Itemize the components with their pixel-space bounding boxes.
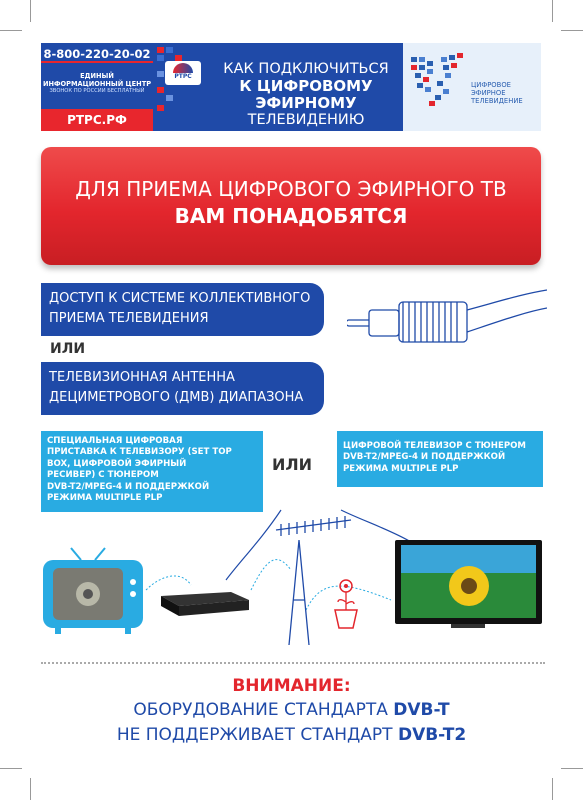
option-line: ТЕЛЕВИЗИОННАЯ АНТЕННА [49,370,235,385]
rtrs-logo [165,61,201,85]
info-center-note: ЗВОНОК ПО РОССИИ БЕСПЛАТНЫЙ [49,88,145,94]
logo-line: ТЕЛЕВИДЕНИЕ [471,97,523,105]
device-line: DVB-T2/MPEG-4 И ПОДДЕРЖКОЙ [47,481,210,492]
info-center-title [41,72,153,88]
crop-mark [561,30,583,31]
warning-text: ОБОРУДОВАНИЕ СТАНДАРТА [133,700,394,720]
divider [41,662,545,664]
digital-tv-option [337,431,543,487]
crop-mark [30,778,31,800]
logo-line: ЭФИРНОЕ [471,89,506,97]
info-line: ЕДИНЫЙ [80,72,114,80]
warning-text: НЕ ПОДДЕРЖИВАЕТ СТАНДАРТ [116,725,398,745]
rtrs-logo-icon [173,63,193,73]
crop-mark [552,778,553,800]
warning-title: ВНИМАНИЕ: [232,676,351,696]
device-line: РЕСИВЕР) С ТЮНЕРОМ [47,470,159,481]
butterfly-logo-icon [407,51,467,111]
coaxial-plug-icon [347,280,547,370]
device-line: DVB-T2/MPEG-4 И ПОДДЕРЖКОЙ [343,452,506,463]
standard-name: DVB-T2 [397,725,467,745]
hotline-phone[interactable]: 8-800-220-20-02 [43,47,151,61]
title-line: ТЕЛЕВИДЕНИЮ [247,112,365,128]
crop-mark [0,30,22,31]
device-line: СПЕЦИАЛЬНАЯ ЦИФРОВАЯ [47,436,183,446]
warning-line [0,700,583,720]
device-line: BOX, ЦИФРОВОЙ ЭФИРНЫЙ [47,458,187,469]
option-line: ДЕЦИМЕТРОВОГО (ДМВ) ДИАПАЗОНА [49,390,304,405]
or-label: ИЛИ [272,455,313,474]
banner-line-bold: ВАМ ПОНАДОБЯТСЯ [174,204,408,228]
standard-name: DVB-T [393,700,450,720]
antenna-option [41,362,324,415]
site-link[interactable]: РТРС.РФ [41,109,153,131]
digital-tv-logo-text [471,81,541,105]
divider [41,61,153,63]
rtrs-logo-text: РТРС [174,73,192,80]
crop-mark [561,768,583,769]
device-line: ЦИФРОВОЙ ТЕЛЕВИЗОР С ТЮНЕРОМ [343,441,526,451]
info-line: ИНФОРМАЦИОННЫЙ ЦЕНТР [42,80,152,88]
header [41,43,541,131]
flower-pot-icon [335,580,357,628]
requirements-banner [41,147,541,265]
info-center-panel [41,43,153,131]
device-line: ПРИСТАВКА К ТЕЛЕВИЗОРУ (SET TOP [47,447,232,458]
retro-tv-icon [43,548,143,634]
warning-line [0,725,583,745]
flat-tv-icon [395,540,542,628]
antenna-icon [276,516,351,645]
title-line: К ЦИФРОВОМУ ЭФИРНОМУ [239,77,373,112]
digital-tv-logo-panel [403,43,541,131]
crop-mark [0,768,22,769]
collective-reception-option [41,283,324,336]
equipment-illustration [41,500,546,650]
device-line: РЕЖИМА MULTIPLE PLP [343,463,459,474]
set-top-box-icon [161,592,249,616]
banner-line: ДЛЯ ПРИЕМА ЦИФРОВОГО ЭФИРНОГО ТВ [75,177,507,201]
or-label: ИЛИ [50,341,86,357]
option-line: ПРИЕМА ТЕЛЕВИДЕНИЯ [49,311,209,326]
crop-mark [552,0,553,22]
device-line: РЕЖИМА MULTIPLE PLP [47,493,163,504]
option-line: ДОСТУП К СИСТЕМЕ КОЛЛЕКТИВНОГО [49,291,311,306]
logo-line: ЦИФРОВОЕ [471,81,511,89]
title-line: КАК ПОДКЛЮЧИТЬСЯ [223,61,389,77]
header-title [206,61,406,129]
crop-mark [30,0,31,22]
